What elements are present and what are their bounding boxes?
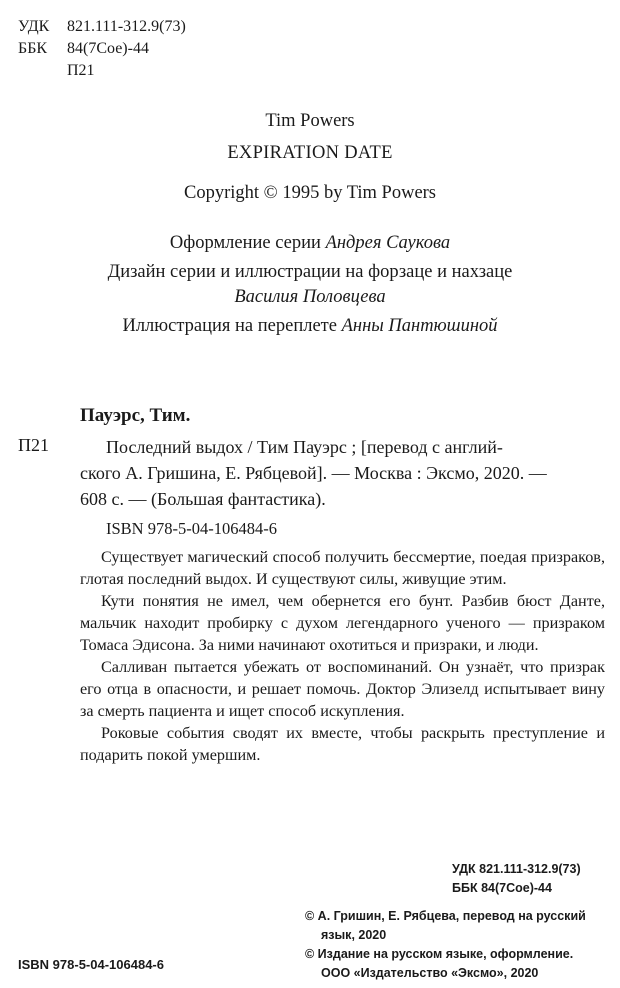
original-title: EXPIRATION DATE	[227, 143, 393, 163]
bottom-udk: УДК 821.111-312.9(73)	[452, 862, 581, 876]
bib-mark: П21	[18, 435, 49, 455]
bib-description	[80, 434, 604, 512]
bbk-value: 84(7Сое)-44	[67, 40, 149, 57]
bottom-bbk: ББК 84(7Сое)-44	[452, 881, 552, 895]
author-mark: П21	[67, 62, 95, 79]
copyright-line: Copyright © 1995 by Tim Powers	[183, 183, 437, 203]
bbk-label: ББК	[18, 40, 48, 57]
udk-label: УДК	[18, 18, 50, 35]
cover-label: Иллюстрация на переплете	[122, 316, 337, 336]
bib-isbn: ISBN 978-5-04-106484-6	[106, 519, 277, 538]
udk-value: 821.111-312.9(73)	[67, 18, 186, 35]
bib-heading: Пауэрс, Тим.	[80, 405, 191, 426]
cover-illustration-credit	[0, 316, 620, 337]
bib-line-2: ского А. Гришина, Е. Рябцевой]. — Москва : Эксмо, 2020. —	[80, 463, 547, 483]
annotation-paragraph: Существует магический способ получить бессмертие, поедая призраков, глотая последний выдох. И существуют силы, живущие этим.	[80, 548, 605, 588]
bib-line-1: Последний выдох / Тим Пауэрс ; [перевод с англий-	[106, 437, 503, 457]
series-design-name: Андрея Саукова	[325, 233, 451, 253]
endpaper-credit-name: Василия Половцева	[234, 287, 386, 307]
original-author: Tim Powers	[265, 111, 355, 131]
annotation-paragraph: Салливан пытается убежать от воспоминаний. Он узнаёт, что призрак его отца в опасности, и решает помочь. Доктор Элизелд испытывает вину за смерть пациента и ищет способ искупления.	[80, 658, 605, 720]
series-design-label: Оформление серии	[169, 233, 321, 253]
bib-line-3: 608 с. — (Большая фантастика).	[80, 489, 326, 509]
annotation-paragraph: Роковые события сводят их вместе, чтобы раскрыть преступление и подарить покой умершим.	[80, 724, 605, 764]
bottom-isbn: ISBN 978-5-04-106484-6	[18, 957, 164, 972]
endpaper-credit-label: Дизайн серии и иллюстрации на форзаце и нахзаце	[107, 262, 513, 282]
series-design-credit	[0, 233, 620, 254]
annotation	[80, 546, 605, 766]
classification-codes	[18, 16, 186, 82]
annotation-paragraph: Кути понятия не имел, чем обернется его бунт. Разбив бюст Данте, мальчик находит пробирку с духом легендарного ученого — призраком Томаса Эдисона. За ними начинают охотиться и призраки, и люди.	[80, 592, 605, 654]
cover-name: Анны Пантюшиной	[341, 316, 498, 336]
copyright-translation: © А. Гришин, Е. Рябцева, перевод на русский язык, 2020 © Издание на русском языке, оформление. ООО «Издательство «Эксмо», 2020	[305, 909, 586, 980]
